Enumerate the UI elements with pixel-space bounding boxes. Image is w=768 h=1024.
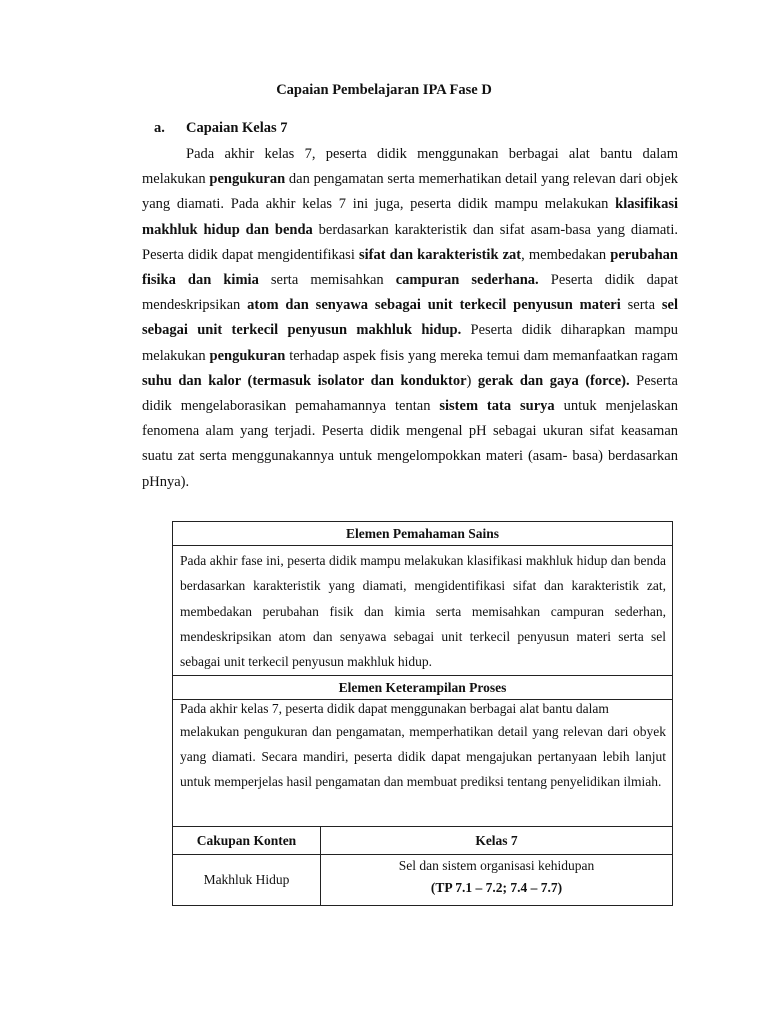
bold-term: sel sebagai unit terkecil penyusun makhluk hidup.: [142, 297, 678, 339]
content-table: [172, 826, 673, 906]
section-heading: [154, 120, 288, 137]
bold-term: sifat dan karakteristik zat: [358, 246, 522, 263]
bold-term: klasifikasi makhluk hidup dan benda: [142, 196, 678, 238]
section-number: a.: [154, 120, 165, 136]
table-cell-content: [321, 855, 673, 906]
bold-term: perubahan fisika dan kimia: [142, 246, 678, 289]
bold-term: sistem tata surya: [439, 398, 555, 415]
bold-term: atom dan senyawa sebagai unit terkecil penyusun materi: [247, 297, 621, 314]
paragraph-text: serta: [620, 297, 662, 314]
elemen-keterampilan-proses-box: [172, 675, 673, 827]
paragraph-text: untuk menjelaskan fenomena alam yang terjadi. Peserta didik mengenal pH sebagai ukuran sifat keasaman suatu zat serta menggunakannya untuk mengelompokkan materi (asam- basa) berdasarkan pHnya).: [142, 398, 678, 490]
paragraph-text: berdasarkan karakteristik dan sifat asam-basa yang diamati. Peserta didik dapat mengidentifikasi: [142, 221, 678, 263]
table-row: [173, 855, 673, 906]
table-header-row: [173, 827, 673, 855]
paragraph-text: , membedakan: [521, 246, 611, 263]
box-text: Pada akhir fase ini, peserta didik mampu melakukan klasifikasi makhluk hidup dan benda berdasarkan karakteristik yang diamati, mengidentifikasi sifat dan karakteristik zat, membedakan perubahan fisik dan kimia serta memisahkan campuran sederhan, mendeskripsikan atom dan senyawa sebagai unit terkecil penyusun materi serta sel sebagai unit terkecil penyusun makhluk hidup.: [180, 553, 666, 670]
bold-term: gerak dan gaya (force).: [477, 372, 630, 389]
table-header-kelas: Kelas 7: [321, 827, 673, 855]
content-text: Sel dan sistem organisasi kehidupan: [398, 858, 595, 873]
document-title: Capaian Pembelajaran IPA Fase D: [276, 82, 492, 98]
bold-term: suhu dan kalor (termasuk isolator dan konduktor: [142, 372, 467, 389]
paragraph-text: Peserta didik mengelaborasikan pemahamannya tentan: [142, 372, 678, 415]
paragraph-text: Peserta didik diharapkan mampu melakukan: [142, 322, 678, 364]
elemen-pemahaman-sains-box: [172, 521, 673, 676]
table-header-cakupan: Cakupan Konten: [173, 827, 321, 855]
bold-term: pengukuran: [209, 171, 286, 188]
box-continuation: melakukan pengukuran dan pengamatan, memperhatikan detail yang relevan dari obyek yang diamati. Secara mandiri, peserta didik dapat mengajukan pertanyaan lebih lanjut untuk memperjelas hasil pengamatan dan membuat prediksi tentang penyelidikan ilmiah.: [180, 724, 666, 789]
paragraph-text: dan pengamatan serta memerhatikan detail yang relevan dari objek yang diamati. Pada akhir kelas 7 ini juga, peserta didik mampu melakukan: [142, 171, 678, 213]
box-first-line: Pada akhir kelas 7, peserta didik dapat menggunakan berbagai alat bantu dalam: [180, 701, 609, 716]
paragraph-text: terhadap aspek fisis yang mereka temui dam memanfaatkan ragam: [285, 347, 678, 364]
bold-term: pengukuran: [209, 347, 286, 364]
paragraph-text: ): [466, 372, 478, 389]
box-text: [173, 700, 672, 794]
body-paragraph: [142, 142, 678, 495]
section-label: Capaian Kelas 7: [186, 120, 288, 136]
box-heading: Elemen Keterampilan Proses: [173, 676, 672, 700]
table-cell-topic: Makhluk Hidup: [173, 855, 321, 906]
paragraph-text: serta memisahkan: [258, 272, 396, 289]
tp-codes: (TP 7.1 – 7.2; 7.4 – 7.7): [430, 880, 563, 895]
box-heading: Elemen Pemahaman Sains: [173, 522, 672, 546]
bold-term: campuran sederhana.: [395, 272, 539, 289]
paragraph-text: Pada akhir kelas 7, peserta didik menggunakan berbagai alat bantu dalam melakukan: [142, 146, 678, 188]
paragraph-text: Peserta didik dapat mendeskripsikan: [142, 272, 678, 314]
